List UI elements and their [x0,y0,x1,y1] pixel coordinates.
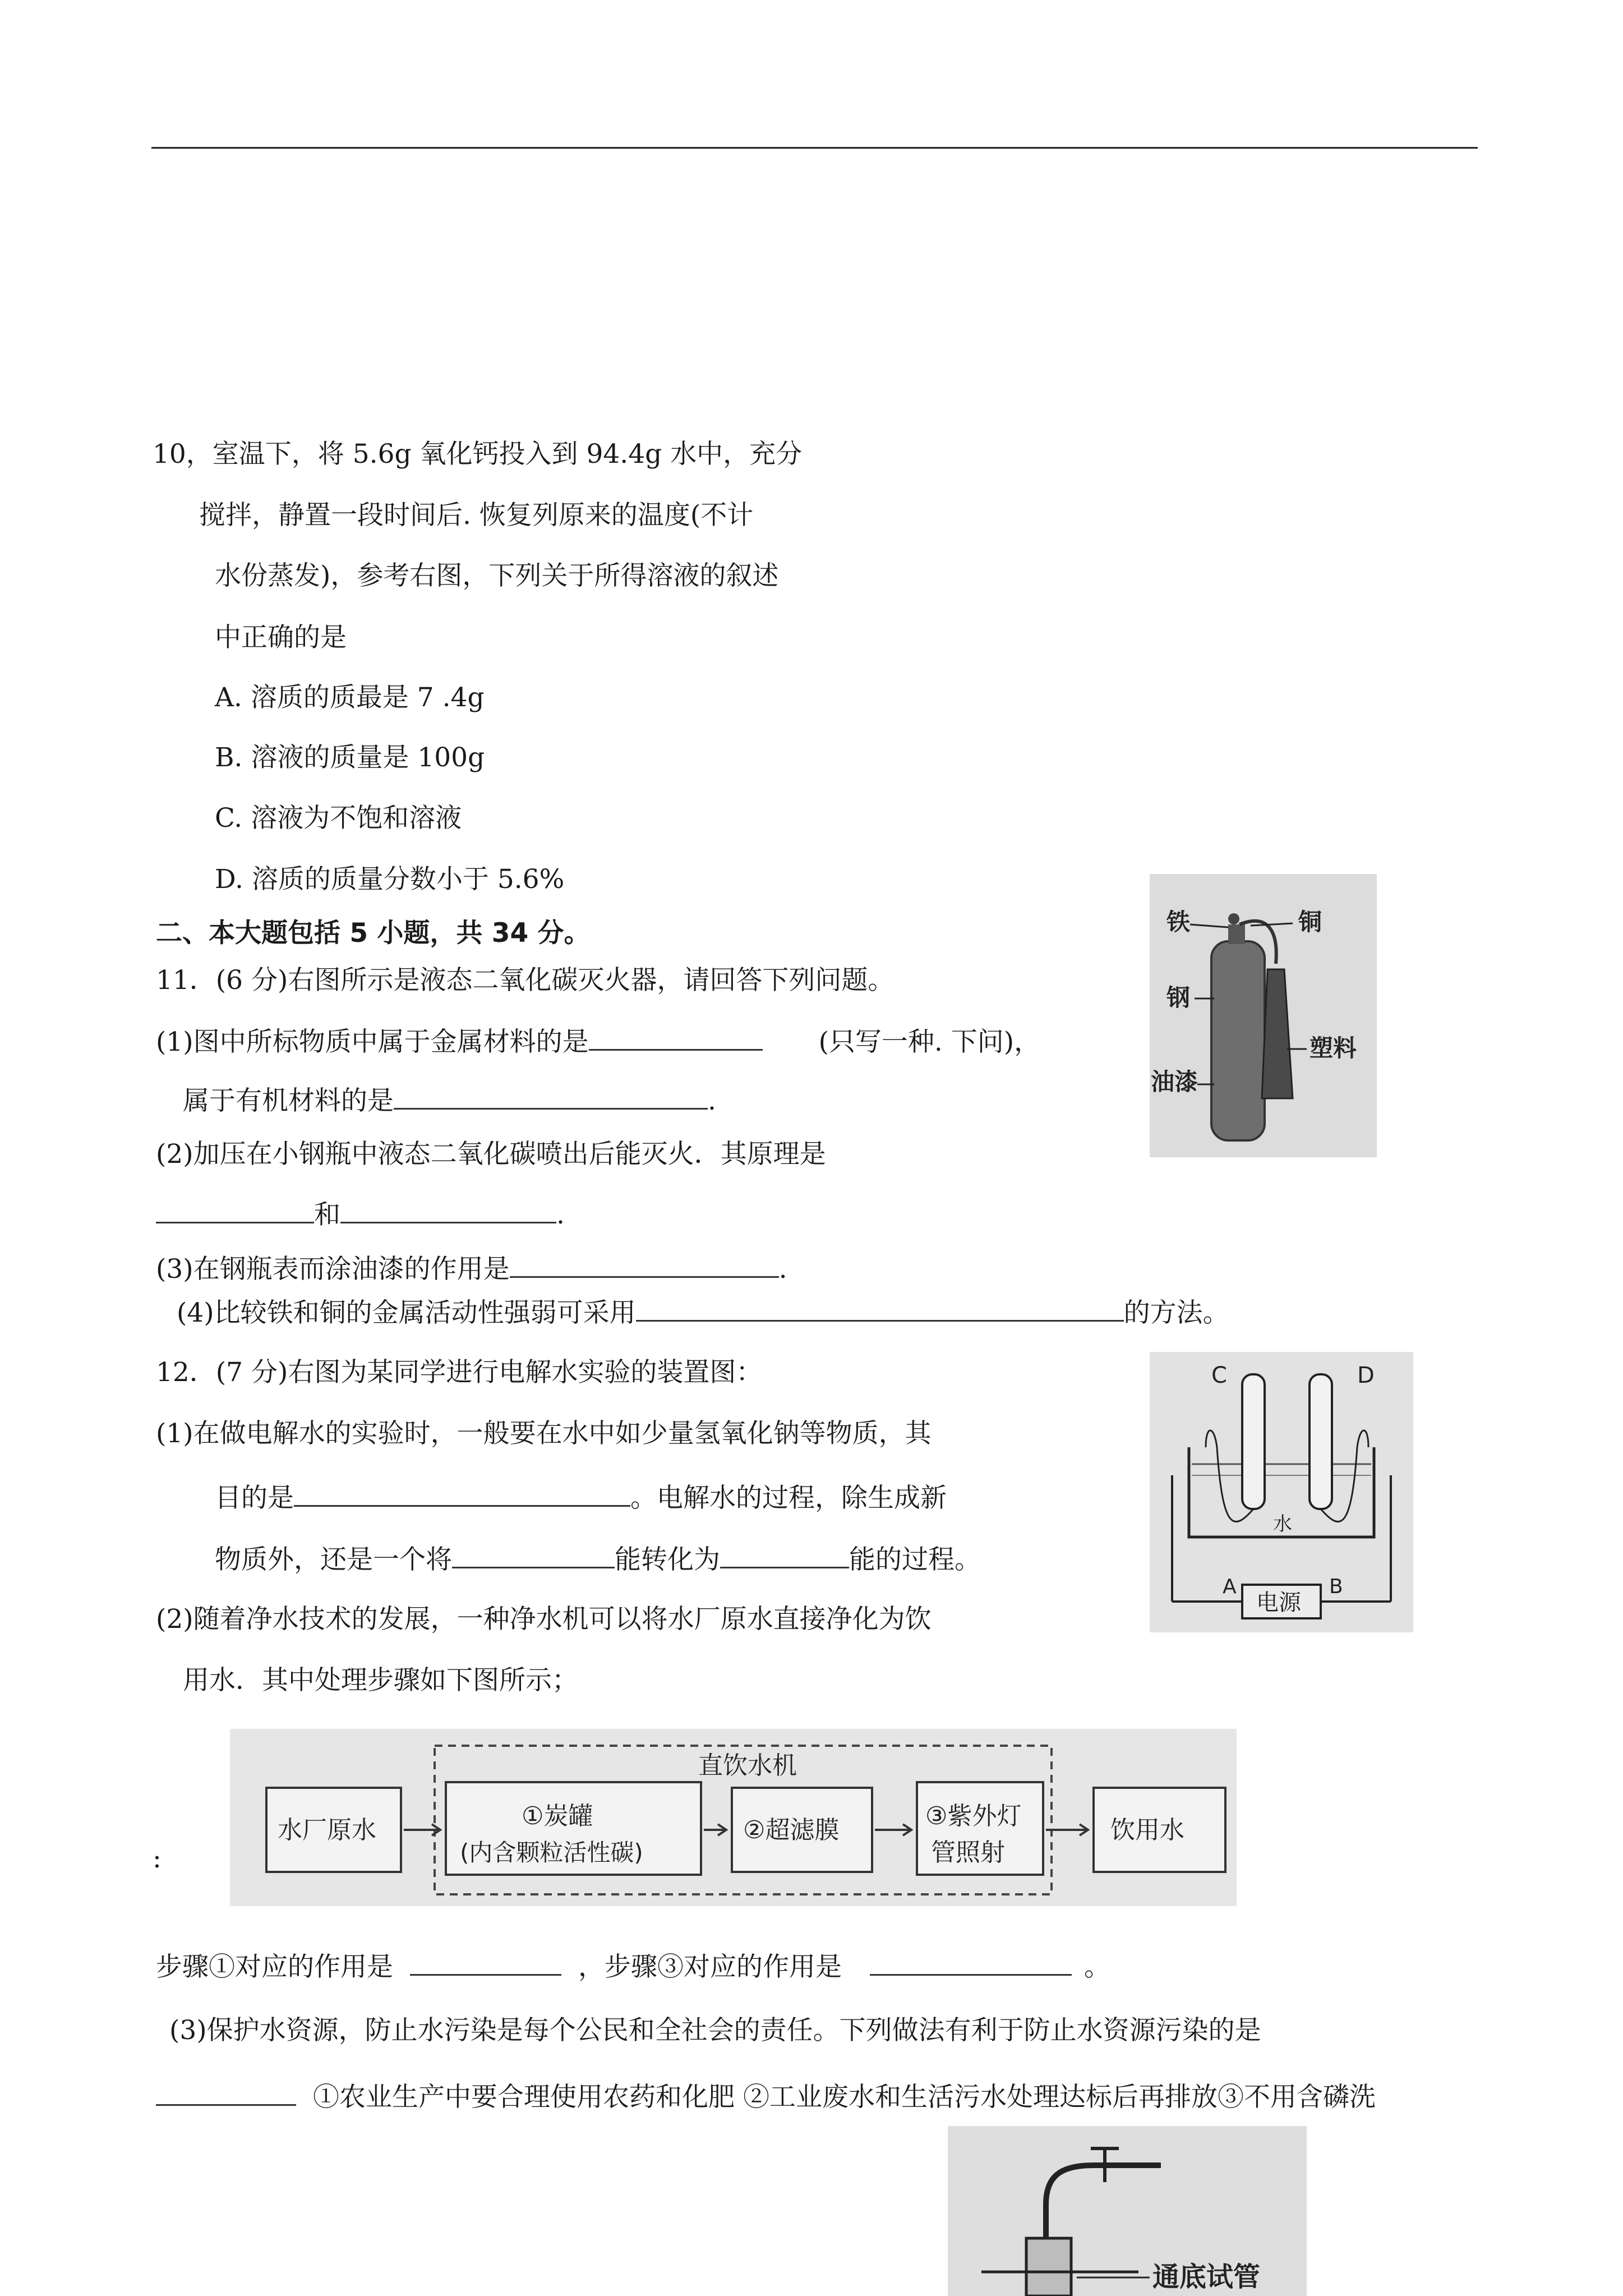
q11-part2-blanks [156,1199,565,1228]
label-c: C [1211,1363,1227,1388]
answer-blank[interactable] [870,1952,1072,1976]
q10-line4: 中正确的是 [215,622,347,653]
arrow-3 [875,1824,911,1835]
answer-blank[interactable] [510,1254,779,1278]
q11-part2: (2)加压在小钢瓶中液态二氧化碳喷出后能灭火．其原理是 [156,1139,826,1170]
q10-option-d: D. 溶质的质量分数小于 5.6% [215,864,565,895]
carbon-tank-label: ①炭罐 [522,1802,593,1830]
fire-extinguisher-figure [1150,874,1377,1157]
arrow-2 [704,1824,726,1835]
q12-part3-line2 [156,2082,1376,2113]
answer-blank[interactable] [394,1085,708,1110]
group-label: 直饮水机 [698,1751,797,1780]
q12-energy-mid: 能转化为 [615,1544,720,1575]
purification-flow-figure [230,1729,1237,1906]
label-water: 水 [1273,1513,1292,1535]
q11-organic-end: . [708,1085,716,1116]
label-a: A [1223,1575,1237,1598]
q11-part4-text: (4)比较铁和铜的金属活动性强弱可采用 [177,1297,636,1328]
q11-part1 [156,1027,1040,1055]
label-b: B [1329,1575,1343,1598]
answer-blank[interactable] [589,1027,763,1051]
nozzle-horn [1262,969,1293,1098]
q12-part1-line1: (1)在做电解水的实验时，一般要在水中如少量氢氧化钠等物质，其 [156,1418,932,1449]
section-heading: 二、本大题包括 5 小题，共 34 分。 [156,918,591,949]
q10-line1: 10，室温下，将 5.6g 氧化钙投入到 94.4g 水中，充分 [153,439,803,470]
q10-line2: 搅拌，静置一段时间后. 恢复列原来的温度(不计 [199,500,754,531]
handle [1228,913,1239,924]
cylinder [1211,941,1265,1140]
q12-part2-line2: 用水．其中处理步骤如下图所示； [183,1665,578,1696]
valve [1228,924,1245,944]
header-rule [151,147,1478,149]
ultrafiltration-label: ②超滤膜 [743,1816,840,1844]
q12-part3-line1: (3)保护水资源，防止水污染是每个公民和全社会的责任。下列做法有利于防止水资源污染的是 [169,2015,1261,2046]
answer-blank[interactable] [294,1483,630,1507]
q12-steps [156,1952,1110,1980]
q10-option-a: A. 溶质的质最是 7 .4g [215,682,485,713]
label-steel: 钢 [1166,984,1191,1011]
q11-part3-text: (3)在钢瓶表而涂油漆的作用是 [156,1254,510,1285]
q12-energy-end: 能的过程。 [849,1544,981,1575]
through-bottom-tube-drawing [948,2126,1307,2296]
label-power: 电源 [1256,1590,1301,1616]
label-paint: 油漆 [1151,1068,1198,1096]
electrolysis-figure [1150,1352,1413,1632]
q10-option-b: B. 溶液的质量是 100g [215,742,485,773]
q11-organic-text: 属于有机材料的是 [183,1085,394,1116]
q11-and: 和 [314,1199,340,1230]
arrow-1 [404,1824,440,1835]
q10-option-c: C. 溶液为不饱和溶液 [215,803,462,834]
q11-part3 [156,1254,787,1285]
label-copper: 铜 [1298,908,1322,936]
q12-intro: 12．(7 分)右图为某同学进行电解水实验的装置图： [156,1357,763,1388]
raw-water-label: 水厂原水 [278,1816,376,1844]
q11-part3-end: . [778,1254,787,1285]
electrolysis-drawing [1150,1352,1413,1632]
answer-blank[interactable] [410,1952,561,1976]
carbon-tank-sub: (内含颗粒活性碳) [460,1839,643,1866]
q12-step1-text: 步骤①对应的作用是 [156,1952,393,1982]
uv-lamp-label: ③紫外灯 [925,1802,1022,1830]
q11-part4 [177,1297,1229,1326]
fire-extinguisher-drawing [1150,874,1377,1157]
q11-part1-text: (1)图中所标物质中属于金属材料的是 [156,1027,589,1057]
q12-part3-options: ①农业生产中要合理使用农药和化肥 ②工业废水和生活污水处理达标后再排放③不用含磷洗 [313,2082,1376,2113]
q12-colon: : [153,1843,162,1874]
answer-blank[interactable] [156,2082,296,2106]
q12-energy-text: 物质外，还是一个将 [215,1544,452,1575]
q12-steps-end: 。 [1084,1952,1110,1982]
test-tube-left [1242,1374,1265,1509]
q11-part1-organic [183,1085,716,1114]
q12-part2-line1: (2)随着净水技术的发展，一种净水机可以将水厂原水直接净化为饮 [156,1604,932,1635]
q12-purpose-end: 。电解水的过程，除生成新 [630,1483,947,1513]
test-tube-right [1310,1374,1332,1509]
drinking-water-label: 饮用水 [1110,1816,1184,1844]
answer-blank[interactable] [720,1544,849,1568]
q10-line3: 水份蒸发)，参考右图，下列关于所得溶液的叙述 [215,560,779,591]
label-d: D [1357,1363,1375,1388]
through-bottom-tube-figure [948,2126,1307,2296]
q12-purpose-text: 目的是 [215,1483,294,1513]
q12-part1-line2 [215,1483,947,1511]
answer-blank[interactable] [156,1199,314,1223]
uv-lamp-sub: 管照射 [931,1838,1005,1867]
q12-part1-line3 [215,1544,981,1573]
q11-part4-end: 的方法。 [1123,1297,1229,1328]
answer-blank[interactable] [452,1544,615,1568]
answer-blank[interactable] [636,1297,1124,1322]
label-plastic: 塑料 [1310,1034,1357,1062]
purification-flow-drawing [230,1729,1237,1906]
q11-part2-end: . [556,1199,565,1230]
label-iron: 铁 [1166,908,1191,936]
q12-step3-text: ，步骤③对应的作用是 [578,1952,842,1982]
tube-body [1026,2238,1071,2296]
answer-blank[interactable] [340,1199,556,1223]
q11-intro: 11．(6 分)右图所示是液态二氧化碳灭火器，请回答下列问题。 [156,965,895,996]
q11-part1-note: (只写一种. 下问)， [818,1027,1041,1057]
through-bottom-tube-label: 通底试管 [1152,2261,1261,2293]
